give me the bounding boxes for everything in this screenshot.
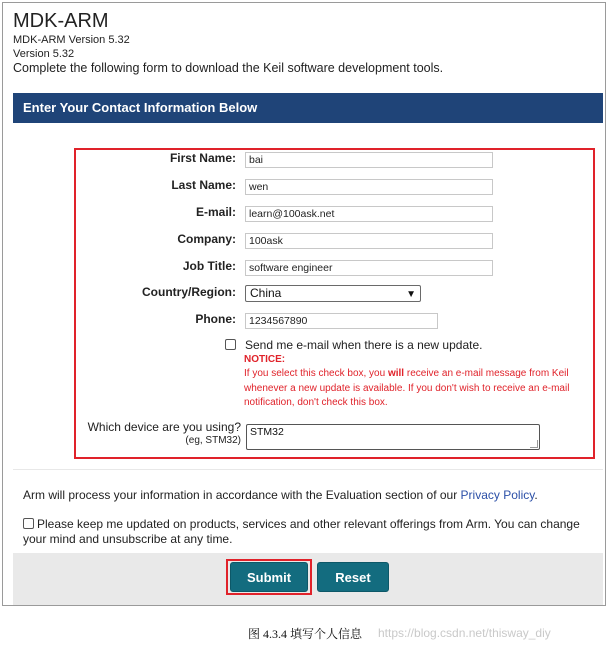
country-selected-value: China	[250, 286, 282, 300]
notice-text-end: receive an e-mail message from Keil whenever a new update is available. If you don't wish to receive an e-mail notification, don't check this box.	[244, 368, 570, 408]
company-input[interactable]: 100ask	[245, 233, 493, 249]
notice-title: NOTICE:	[244, 354, 286, 365]
phone-label: Phone:	[195, 312, 236, 326]
watermark: https://blog.csdn.net/thisway_diy	[378, 626, 551, 640]
last-name-input[interactable]: wen	[245, 179, 493, 195]
reset-button[interactable]: Reset	[317, 562, 389, 592]
company-label: Company:	[177, 232, 236, 246]
contact-form	[13, 123, 603, 468]
privacy-policy-link[interactable]: Privacy Policy	[460, 488, 535, 502]
job-title-label: Job Title:	[182, 259, 236, 273]
page-frame	[2, 2, 606, 606]
device-label: Which device are you using?	[87, 420, 241, 434]
button-bar	[13, 553, 603, 605]
privacy-notice	[23, 488, 538, 502]
country-label: Country/Region:	[142, 285, 236, 299]
section-header	[13, 93, 603, 123]
email-label: E-mail:	[195, 205, 236, 219]
resize-handle-icon[interactable]	[530, 440, 538, 448]
privacy-section	[13, 469, 603, 553]
marketing-optin	[23, 517, 593, 547]
privacy-text-end: .	[534, 488, 538, 502]
first-name-input[interactable]: bai	[245, 152, 493, 168]
notice-emphasis: will	[387, 368, 405, 379]
device-hint: (eg, STM32)	[185, 435, 241, 446]
notice-text-start: If you select this check box, you	[244, 368, 388, 379]
privacy-text: Arm will process your information in accordance with the Evaluation section of our	[23, 488, 461, 502]
update-email-checkbox[interactable]	[225, 339, 236, 350]
page-title: MDK-ARM	[13, 10, 109, 32]
update-email-label: Send me e-mail when there is a new update.	[245, 338, 483, 352]
intro-text: Complete the following form to download the Keil software development tools.	[13, 61, 444, 75]
page-header	[13, 9, 130, 61]
version-line: MDK-ARM Version 5.32	[13, 34, 130, 46]
phone-input[interactable]: 1234567890	[245, 313, 438, 329]
figure-caption: 图 4.3.4 填写个人信息	[247, 627, 362, 641]
marketing-optin-label: Please keep me updated on products, services and other relevant offerings from Arm. You can change your mind and unsubscribe at any time.	[23, 517, 580, 546]
email-input[interactable]: learn@100ask.net	[245, 206, 493, 222]
version-line-short: Version 5.32	[13, 48, 75, 60]
last-name-label: Last Name:	[171, 178, 236, 192]
submit-button[interactable]: Submit	[230, 562, 308, 592]
notice-text	[244, 367, 589, 411]
country-select[interactable]	[245, 285, 421, 302]
job-title-input[interactable]: software engineer	[245, 260, 493, 276]
device-textarea[interactable]	[246, 424, 540, 450]
marketing-optin-checkbox[interactable]	[23, 518, 34, 529]
section-title: Enter Your Contact Information Below	[23, 100, 258, 115]
chevron-down-icon: ▼	[406, 289, 416, 300]
first-name-label: First Name:	[169, 151, 236, 165]
device-value: STM32	[250, 426, 284, 438]
